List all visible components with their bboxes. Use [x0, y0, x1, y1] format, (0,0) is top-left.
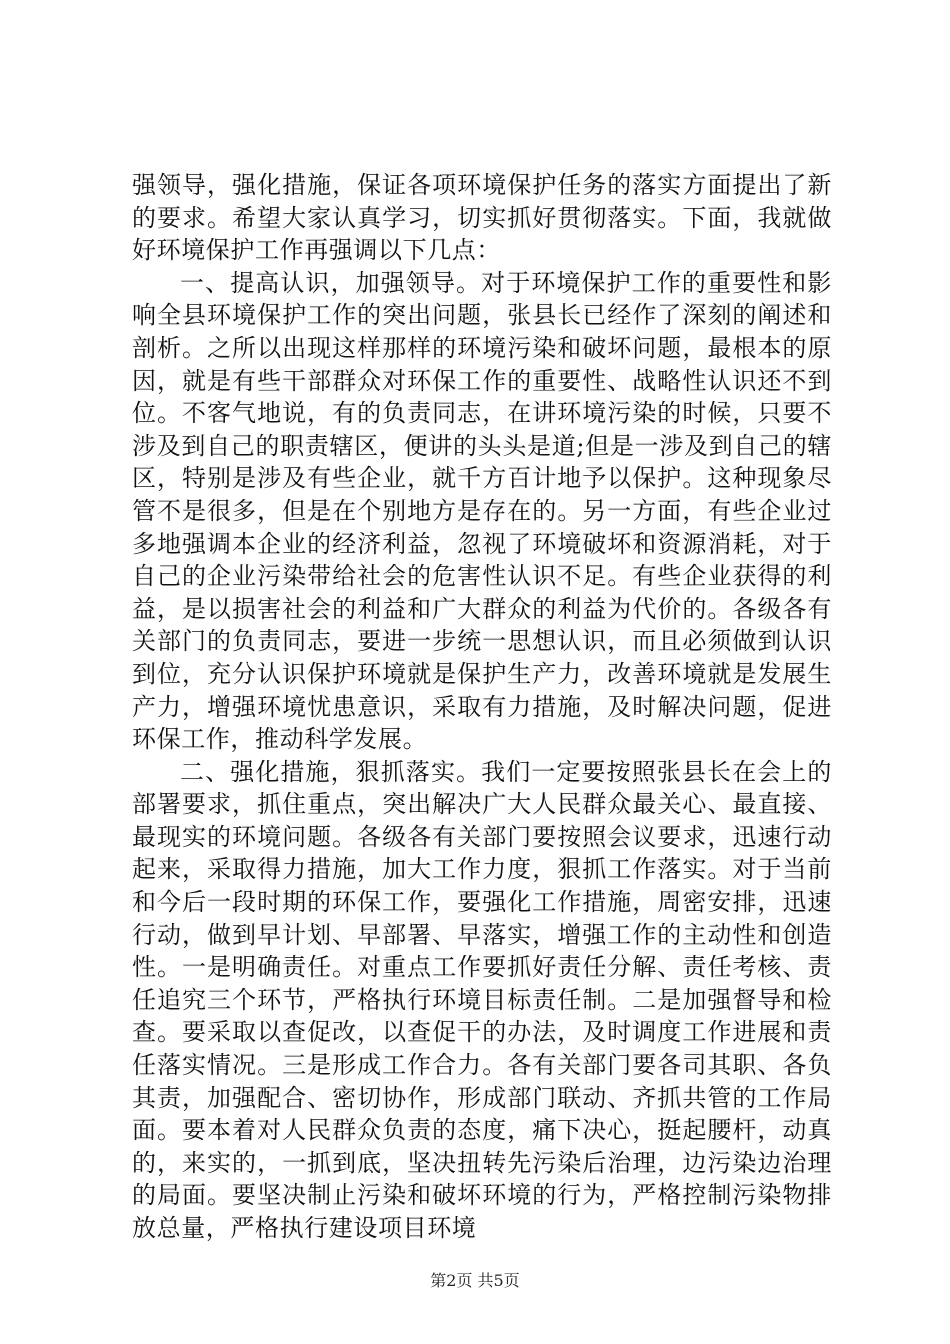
paragraph-strengthen-measures: 二、强化措施，狠抓落实。我们一定要按照张县长在会上的部署要求，抓住重点，突出解决广大人民群众最关心、最直接、最现实的环境问题。各级各有关部门要按照会议要求，迅速行动起来，采取得力措施，加大工作力度，狠抓工作落实。对于当前和今后一段时期的环保工作，要强化工作措施，周密安排，迅速行动，做到早计划、早部署、早落实，增强工作的主动性和创造性。一是明确责任。对重点工作要抓好责任分解、责任考核、责任追究三个环节，严格执行环境目标责任制。二是加强督导和检查。要采取以查促改，以查促干的办法，及时调度工作进展和责任落实情况。三是形成工作合力。各有关部门要各司其职、各负其责，加强配合、密切协作，形成部门联动、齐抓共管的工作局面。要本着对人民群众负责的态度，痛下决心，挺起腰杆，动真的，来实的，一抓到底，坚决扭转先污染后治理，边污染边治理的局面。要坚决制止污染和破坏环境的行为，严格控制污染物排放总量，严格执行建设项目环境 — [132, 757, 832, 1242]
paragraph-raise-awareness: 一、提高认识，加强领导。对于环境保护工作的重要性和影响全县环境保护工作的突出问题，张县长已经作了深刻的阐述和剖析。之所以出现这样那样的环境污染和破坏问题，最根本的原因，就是有些干部群众对环保工作的重要性、战略性认识还不到位。不客气地说，有的负责同志，在讲环境污染的时候，只要不涉及到自己的职责辖区，便讲的头头是道;但是一涉及到自己的辖区，特别是涉及有些企业，就千方百计地予以保护。这种现象尽管不是很多，但是在个别地方是存在的。另一方面，有些企业过多地强调本企业的经济利益，忽视了环境破坏和资源消耗，对于自己的企业污染带给社会的危害性认识不足。有些企业获得的利益，是以损害社会的利益和广大群众的利益为代价的。各级各有关部门的负责同志，要进一步统一思想认识，而且必须做到认识到位，充分认识保护环境就是保护生产力，改善环境就是发展生产力，增强环境忧患意识，采取有力措施，及时解决问题，促进环保工作，推动科学发展。 — [132, 268, 832, 754]
document-body — [132, 169, 832, 1245]
paragraph-continuation: 强领导，强化措施，保证各项环境保护任务的落实方面提出了新的要求。希望大家认真学习，切实抓好贯彻落实。下面，我就做好环境保护工作再强调以下几点： — [132, 171, 832, 265]
page-number-footer: 第2页 共5页 — [430, 1271, 520, 1290]
